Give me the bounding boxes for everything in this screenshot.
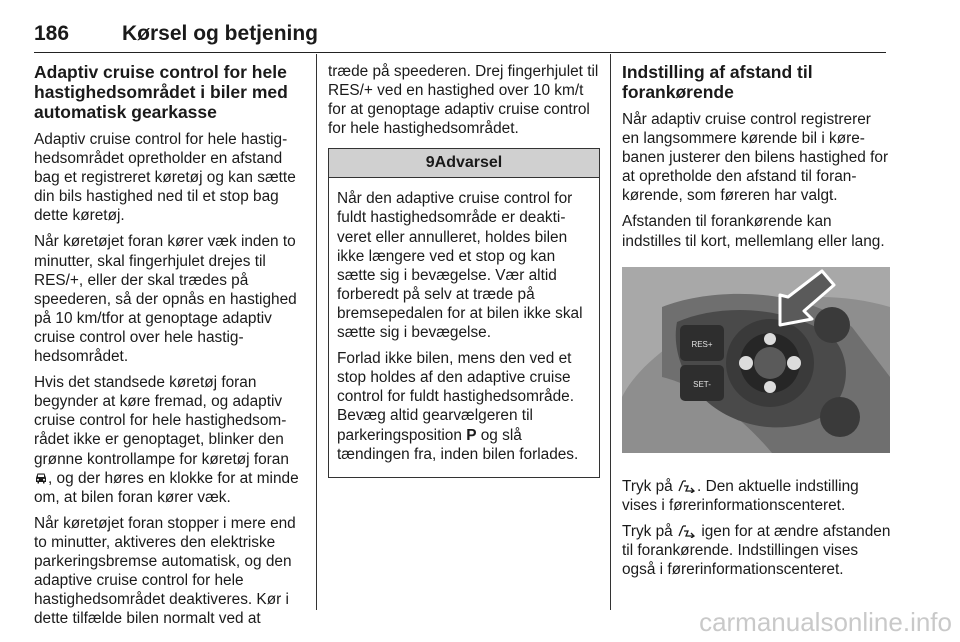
column-divider: [610, 54, 611, 610]
warning-body: [329, 178, 599, 476]
section-heading: Indstilling af afstand til forankørende: [622, 62, 813, 102]
paragraph: Tryk på igen for at ændre afstanden til forankørende. Indstillingen vises også i førerinformationscenteret.: [622, 522, 891, 579]
paragraph: Tryk på . Den aktuelle indstilling vises i førerinformationscenteret.: [622, 477, 859, 514]
follow-distance-icon: [677, 524, 697, 538]
warning-paragraph: Når den adaptive cruise control for fuldt hastighedsområde er deaktiveret eller annulleret, holdes bilen ikke længere ved et stop og kan sætte sig i bevægelse. Vær altid forberedt på selv at træde på bremsepedalen for at bilen ikke skal sætte sig i bevægelse.: [337, 190, 583, 342]
paragraph: Når adaptiv cruise control registrerer en langsommere kørende bil i kørebanen justerer den bilens hastighed for at opretholde den afstand til forankørende, som føreren har valgt.: [622, 111, 889, 205]
paragraph: Hvis det standsede køretøj foran begynder at køre fremad, og adaptiv cruise control for hele hastighedsområdet ikke er genoptaget, blinker den grønne kontrollampe for køretøj foran , og der høres en klokke for at minde om, at bilen foran kører væk.: [34, 374, 299, 506]
column-divider: [316, 54, 317, 610]
vehicle-ahead-icon: [34, 472, 48, 484]
column-3: [622, 62, 892, 586]
paragraph: Når køretøjet foran kører væk inden to minutter, skal fingerhjulet drejes til RES/+, eller der skal trædes på speederen, så der opnås en hastighed på 10 km/tfor at genoptage adaptiv cruise control over hele hastighedsområdet.: [34, 233, 297, 366]
section-heading: Adaptiv cruise control for hele hastighedsområdet i biler med automatisk gearkasse: [34, 62, 288, 122]
follow-distance-icon: [677, 479, 697, 493]
chapter-title: Kørsel og betjening: [122, 22, 319, 45]
paragraph: Når køretøjet foran stopper i mere end to minutter, aktiveres den elektriske parkeringsbremse automatisk, og den adaptive cruise control for hele hastighedsområdet deaktiveres. Kør i dette tilfælde bilen normalt ved at: [34, 514, 296, 628]
warning-header: [329, 149, 599, 178]
page-header: [34, 22, 886, 53]
paragraph: Afstanden til forankørende kan indstilles til kort, mellemlang eller lang.: [622, 213, 885, 250]
steering-wheel-controls-figure: [622, 267, 890, 453]
warning-paragraph: Forlad ikke bilen, mens den ved et stop holdes af den adaptive cruise control for fuldt hastighedsområde. Bevæg altid gearvælgeren til parkeringsposition P og slå tændingen fra, inden bilen forlades.: [337, 350, 579, 463]
res-label: RES+: [691, 339, 713, 349]
warning-icon: 9: [425, 154, 435, 172]
page-number: 186: [34, 22, 70, 45]
column-2: [328, 62, 600, 478]
column-1: [34, 62, 306, 635]
warning-title: Advarsel: [434, 154, 503, 172]
paragraph: Adaptiv cruise control for hele hastighedsområdet opretholder en afstand bag et registreret køretøj og kan sætte din bils hastighed ned til et stop bag dette køretøj.: [34, 131, 296, 225]
paragraph: træde på speederen. Drej fingerhjulet til RES/+ ved en hastighed over 10 km/t for at genoptage adaptiv cruise control for hele hastighedsområdet.: [328, 63, 599, 138]
set-label: SET-: [693, 379, 711, 389]
watermark: carmanualsonline.info: [699, 607, 952, 637]
warning-box: [328, 148, 600, 477]
